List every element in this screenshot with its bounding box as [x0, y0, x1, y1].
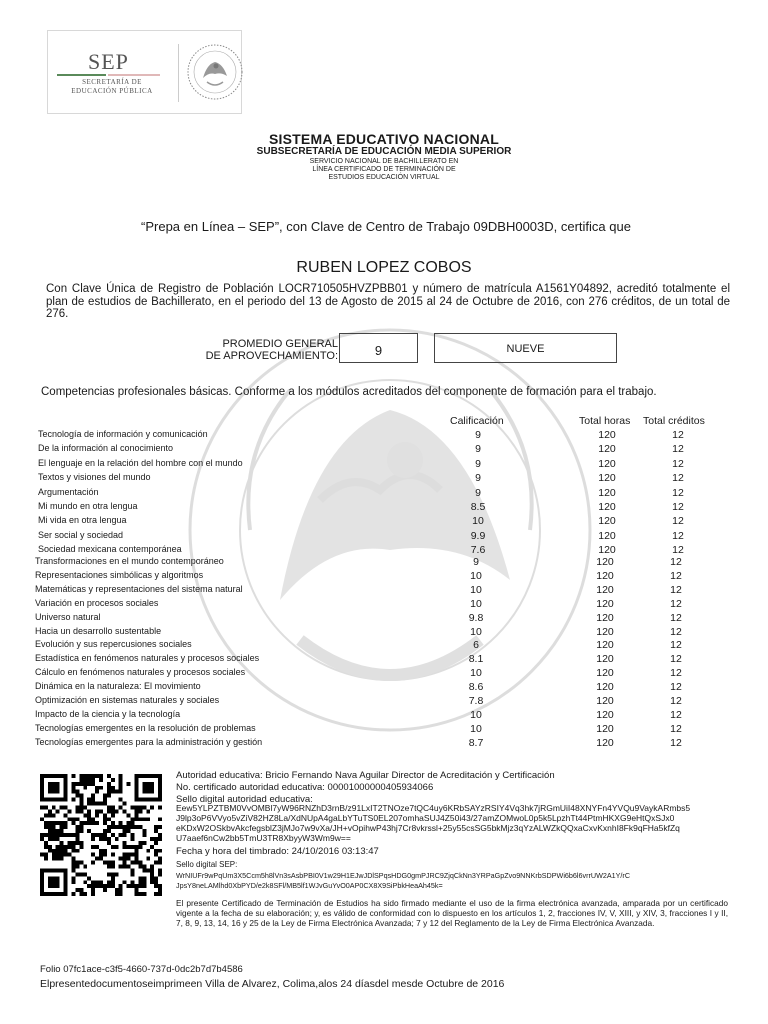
sep-logo-subtitle: SECRETARÍA DE EDUCACIÓN PÚBLICA — [71, 78, 153, 95]
subject-hours: 120 — [596, 556, 614, 568]
subject-name: Representaciones simbólicas y algoritmos — [35, 569, 204, 580]
subject-grade: 8.6 — [468, 681, 484, 694]
legal-notice: El presente Certificado de Terminación de Estudios ha sido firmado mediante el uso de la firma electrónica avanzada, amparada por un certificado vigente a la fecha de su elaboración; y, es válido de conformidad con lo dispuesto en los artículos 1, 2, fracciones IV, V, XIII, y XIV, 3, fracciones I y II, 7, 8, 9, 13, 14, 16 y 25 de la Ley de Firma Electrónica Avanzada; 7 y 12 del Reglamento de la Ley de Firma Electrónica Avanzada. — [176, 898, 728, 928]
subject-grade: 10 — [470, 583, 482, 596]
subject-grade: 9 — [475, 472, 481, 485]
subject-credits: 12 — [670, 653, 682, 666]
subject-name: Estadística en fenómenos naturales y procesos sociales — [35, 653, 260, 664]
competencias-heading: Competencias profesionales básicas. Conforme a los módulos acreditados del componente de formación para el trabajo. — [41, 386, 657, 398]
subject-credits: 12 — [670, 639, 682, 652]
subject-hours: 120 — [596, 722, 614, 735]
subject-hours: 120 — [598, 443, 616, 456]
subject-name: El lenguaje en la relación del hombre con el mundo — [38, 457, 243, 468]
subject-credits: 12 — [670, 569, 682, 582]
subject-grade: 6 — [473, 639, 479, 652]
subject-hours: 120 — [598, 515, 616, 528]
subject-hours: 120 — [596, 695, 614, 707]
subject-grade: 8.7 — [468, 736, 484, 749]
subject-name: Argumentación — [38, 486, 99, 497]
subject-name: Impacto de la ciencia y la tecnología — [35, 708, 181, 719]
print-place-date: Elpresentedocumentoseimprimeen Villa de Alvarez, Colima,alos 24 díasdel mesde Octubre de 2016 — [40, 978, 505, 990]
column-header-credits: Total créditos — [643, 415, 705, 427]
subject-hours: 120 — [596, 667, 614, 680]
column-header-grade: Calificación — [450, 415, 504, 427]
subject-hours: 120 — [598, 472, 616, 485]
subject-grade: 9 — [475, 457, 481, 470]
subject-grade: 10 — [470, 708, 482, 721]
subject-grade: 8.5 — [470, 501, 486, 513]
subject-name: Tecnología de información y comunicación — [38, 429, 208, 439]
subject-hours: 120 — [598, 501, 616, 513]
folio-number: Folio 07fc1ace-c3f5-4660-737d-0dc2b7d7b4586 — [40, 964, 243, 975]
subject-credits: 12 — [672, 429, 684, 441]
average-label: PROMEDIO GENERAL DE APROVECHAMIENTO: — [205, 338, 338, 362]
header-subtitle: SUBSECRETARÍA DE EDUCACIÓN MEDIA SUPERIOR — [256, 146, 512, 157]
subject-hours: 120 — [596, 597, 614, 610]
subject-name: Dinámica en la naturaleza: El movimiento — [35, 681, 201, 692]
subject-name: Matemáticas y representaciones del sistema natural — [35, 583, 243, 594]
subject-credits: 12 — [672, 529, 684, 542]
subject-credits: 12 — [670, 695, 682, 707]
header-line-3: SERVICIO NACIONAL DE BACHILLERATO EN — [309, 158, 459, 165]
subject-hours: 120 — [598, 544, 616, 557]
sello-line-2: J9lp3oP6VVyo5vZiV82HZ8La/XdNUpA4gaLbYTuTS0EL207omhaSUJ4Z50i43/27amZOMwoL0p5k5LpzhTt44PtmHKXG9eHtQxSJx0 — [176, 813, 675, 823]
subject-credits: 12 — [670, 625, 682, 638]
watermark-coat-of-arms-icon — [170, 300, 610, 760]
subject-grade: 7.8 — [468, 695, 484, 707]
mexican-coat-of-arms-seal-icon — [185, 42, 245, 102]
average-value: 9 — [374, 343, 383, 358]
subject-grade: 9 — [475, 429, 481, 441]
subject-credits: 12 — [670, 722, 682, 735]
subject-name: Cálculo en fenómenos naturales y procesos sociales — [35, 667, 246, 678]
subject-credits: 12 — [672, 544, 684, 557]
sello-line-4: U7aaef6nCw2bb5TmU3TR8XbyyW3Wm9w== — [176, 833, 351, 843]
subject-hours: 120 — [598, 486, 616, 499]
subject-hours: 120 — [598, 429, 616, 441]
subject-hours: 120 — [596, 736, 614, 749]
sep-seal-label: Sello digital SEP: — [176, 860, 238, 869]
subject-credits: 12 — [670, 708, 682, 721]
header-line-5: ESTUDIOS EDUCACIÓN VIRTUAL — [328, 174, 440, 181]
subject-grade: 9.9 — [470, 529, 486, 542]
logo-bar-red — [108, 74, 160, 76]
subject-hours: 120 — [596, 653, 614, 666]
logo-divider — [178, 44, 179, 102]
subject-name: Transformaciones en el mundo contemporáneo — [35, 556, 224, 566]
column-header-hours: Total horas — [579, 415, 631, 427]
subject-grade: 9 — [475, 443, 481, 456]
subject-name: Evolución y sus repercusiones sociales — [35, 639, 192, 650]
subject-name: Optimización en sistemas naturales y sociales — [35, 695, 220, 705]
subject-hours: 120 — [596, 611, 614, 624]
subject-name: Sociedad mexicana contemporánea — [38, 544, 182, 555]
subject-hours: 120 — [598, 457, 616, 470]
subject-credits: 12 — [670, 597, 682, 610]
subject-grade: 10 — [470, 625, 482, 638]
subject-hours: 120 — [596, 583, 614, 596]
sep-logo-text: SEP — [88, 49, 129, 74]
subject-credits: 12 — [670, 667, 682, 680]
sello-label: Sello digital autoridad educativa: — [176, 794, 313, 805]
subject-hours: 120 — [596, 708, 614, 721]
subject-credits: 12 — [672, 501, 684, 513]
subject-grade: 7.6 — [470, 544, 486, 557]
student-name: RUBEN LOPEZ COBOS — [296, 259, 472, 276]
subject-grade: 10 — [470, 597, 482, 610]
subject-name: Tecnologías emergentes para la administración y gestión — [35, 736, 263, 747]
subject-hours: 120 — [596, 569, 614, 582]
subject-credits: 12 — [670, 681, 682, 694]
subject-credits: 12 — [672, 515, 684, 528]
sep-seal-line-2: JpsY8neLAMlhd0XbPYD/e2k8SFl/MB5lf1WJvGuYvO0AP0CX8X9SiPbkHeaAh45k= — [176, 881, 443, 890]
sello-line-3: eKDxW2OSkbvAkcfegsblZ3jMJo7w9vXa/JH+vOpihwP43hj7Cr8vkrssl+25y55csSG5bkMjz3qYzALWZkQQxaCxvKxnhI8Fk9qFHa5kfZq — [176, 823, 680, 833]
certification-statement: “Prepa en Línea – SEP”, con Clave de Centro de Trabajo 09DBH0003D, certifica que — [141, 219, 631, 234]
certification-paragraph: Con Clave Única de Registro de Población LOCR710505HVZPBB01 y número de matrícula A1561Y04892, acreditó totalmente el plan de estudios de Bachillerato, en el periodo del 13 de Agosto de 2015 al 24 de Octubre de 2016, con 276 créditos, de un total de 276. — [46, 283, 730, 320]
authority-line: Autoridad educativa: Bricio Fernando Nava Aguilar Director de Acreditación y Certificación — [176, 770, 555, 781]
subject-grade: 10 — [470, 667, 482, 680]
header-line-4: LÍNEA CERTIFICADO DE TERMINACIÓN DE — [312, 166, 456, 173]
subject-credits: 12 — [670, 736, 682, 749]
sep-seal-line-1: WrNIUFr9wPqUm3X5Ccm5h8lVn3sAsbPBI0V1w29H1EJwJDlSPqsHDG0gmPJRC9ZjqCkNn3YRPaGpZvo9NNKrbSDPWi6b6l6vrrUW2A1Y/rC — [176, 871, 631, 880]
logo-bar-green — [57, 74, 106, 76]
subject-hours: 120 — [596, 639, 614, 652]
subject-hours: 120 — [596, 625, 614, 638]
subject-name: Tecnologías emergentes en la resolución de problemas — [35, 722, 256, 733]
subject-credits: 12 — [670, 556, 682, 568]
subject-grade: 9 — [473, 556, 479, 568]
subject-hours: 120 — [598, 529, 616, 542]
subject-grade: 9 — [475, 486, 481, 499]
certificate-number: No. certificado autoridad educativa: 00001000000405934066 — [176, 782, 434, 793]
subject-grade: 9.8 — [468, 611, 484, 624]
subject-name: Hacia un desarrollo sustentable — [35, 625, 162, 636]
subject-grade: 10 — [470, 569, 482, 582]
subject-name: Variación en procesos sociales — [35, 597, 159, 608]
subject-hours: 120 — [596, 681, 614, 694]
subject-name: Universo natural — [35, 611, 101, 622]
timbrado-date: Fecha y hora del timbrado: 24/10/2016 03:13:47 — [176, 846, 379, 857]
subject-grade: 10 — [472, 515, 484, 528]
subject-credits: 12 — [672, 472, 684, 485]
subject-credits: 12 — [672, 443, 684, 456]
subject-grade: 8.1 — [468, 653, 484, 666]
subject-credits: 12 — [672, 486, 684, 499]
subject-name: Mi vida en otra lengua — [38, 515, 127, 526]
subject-name: Mi mundo en otra lengua — [38, 501, 138, 511]
average-value-words: NUEVE — [506, 343, 545, 355]
subject-name: Ser social y sociedad — [38, 529, 124, 540]
subject-name: De la información al conocimiento — [38, 443, 174, 454]
subject-credits: 12 — [672, 457, 684, 470]
subject-grade: 10 — [470, 722, 482, 735]
subject-credits: 12 — [670, 611, 682, 624]
subject-name: Textos y visiones del mundo — [38, 472, 151, 483]
sello-line-1: Eew5YLPZTBM0VvOMBl7yW96RNZhD3rnB/z91LxIT2TNOze7tQC4uy6KRbSAYzRSIY4Vq3hk7jRGmUiI48XNYFn4YVQu9VaykARmbs5 — [176, 803, 691, 813]
header-title: SISTEMA EDUCATIVO NACIONAL — [269, 131, 499, 147]
qr-code-icon — [35, 770, 167, 900]
subject-credits: 12 — [670, 583, 682, 596]
